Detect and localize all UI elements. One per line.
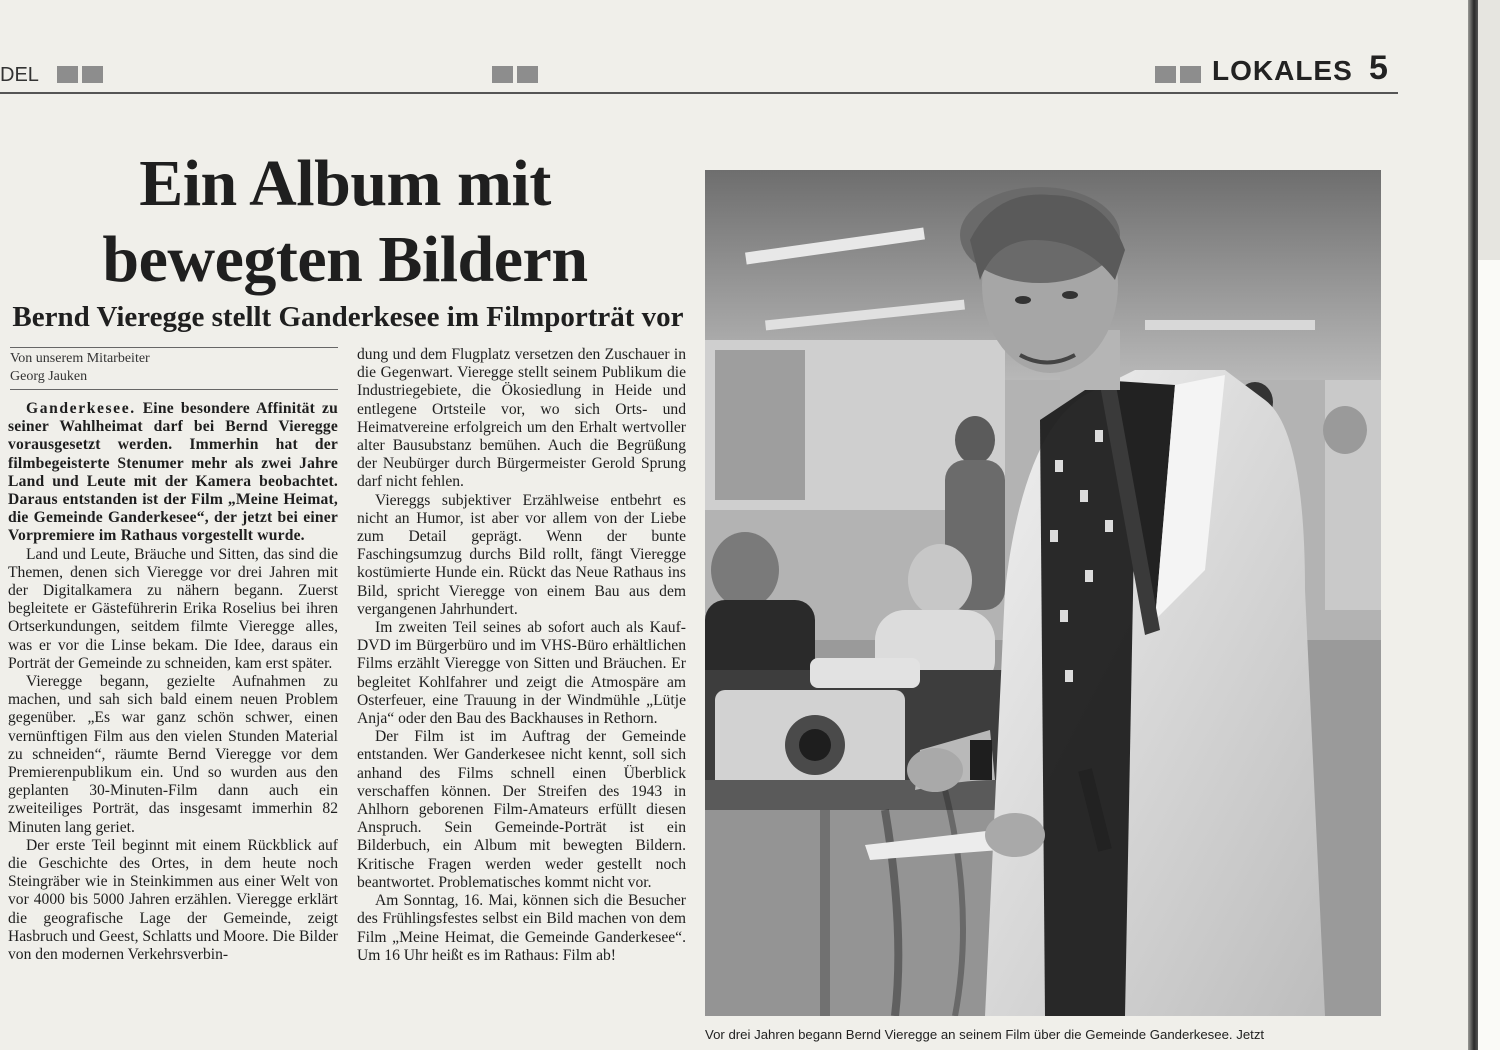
text-column-2: [357, 346, 686, 965]
paragraph: Der Film ist im Auftrag der Gemeinde entstanden. Wer Ganderkesee nicht kennt, soll sich anhand des Films schnell einen Überblick verschaffen können. Der Streifen des 1943 in Ahlhorn geborenen Film-Amateurs erfüllt diesen Anspruch. Sein Gemeinde-Porträt ist ein Bilderbuch, ein Album mit bewegten Bildern. Kritische Fragen werden weder gestellt noch beantwortet. Problematisches kommt nicht vor.: [357, 728, 686, 891]
paragraph: Im zweiten Teil seines ab sofort auch als Kauf-DVD im Bürgerbüro und im VHS-Büro erhältlichen Films erzählt Vieregge von Sitten und Bräuchen. Er begleitet Kohlfahrer und zeigt die Atmospäre am Osterfeuer, eine Trauung in der Windmühle „Lütje Anja“ oder den Bau des Backhauses in Rethorn.: [357, 619, 686, 728]
header-ornament-left: [57, 66, 103, 83]
text-column-1: [8, 400, 338, 964]
byline-rule-bottom: [10, 389, 338, 390]
lead-text: Eine besondere Affinität zu seiner Wahlheimat darf bei Bernd Vieregge vorausgesetzt werden. Immerhin hat der filmbegeisterte Stenumer mehr als zwei Jahre Land und Leute mit der Kamera beobachtet. Daraus entstanden ist der Film „Meine Heimat, die Gemeinde Ganderkesee“, der jetzt bei einer Vorpremiere im Rathaus vorgestellt wurde.: [8, 400, 338, 545]
lead-paragraph: [8, 400, 338, 546]
adjacent-page-top: [1478, 0, 1500, 260]
photo-illustration: [705, 170, 1381, 1016]
photo-caption: Vor drei Jahren begann Bernd Vieregge an seinem Film über die Gemeinde Ganderkesee. Jetzt: [705, 1027, 1265, 1042]
paragraph: Am Sonntag, 16. Mai, können sich die Besucher des Frühlingsfestes selbst ein Bild machen von dem Film „Meine Heimat, die Gemeinde Ganderkesee“. Um 16 Uhr heißt es im Rathaus: Film ab!: [357, 892, 686, 964]
paragraph: Viereggs subjektiver Erzählweise entbehrt es nicht an Humor, ist aber vor allem von der Liebe zum Detail geprägt. Wenn der bunte Faschingsumzug durchs Bild rollt, fängt Vieregge kostümierte Hunde ein. Rückt das Neue Rathaus ins Bild, spricht Vieregge von einem Bau aus dem vergangenen Jahrhundert.: [357, 491, 686, 618]
byline-rule-top: [10, 347, 338, 348]
byline-line-1: Von unserem Mitarbeiter: [10, 351, 150, 366]
paragraph: Der erste Teil beginnt mit einem Rückblick auf die Geschichte des Ortes, in dem heute noch Steingräber wie in Steinkimmen aus einer Welt von vor 4000 bis 5000 Jahren erzählen. Vieregge erklärt die geografische Lage der Gemeinde, zeigt Hasbruch und Geest, Schlatts und Moore. Die Bilder von den modernen Verkehrsverbin-: [8, 836, 338, 964]
byline-author: Georg Jauken: [10, 369, 88, 384]
paragraph: Vieregge begann, gezielte Aufnahmen zu machen, und sah sich bald einem neuen Problem gegenüber. „Es war ganz schön schwer, einen vernünftigen Film aus den vielen Stunden Material zu schneiden“, räumte Bernd Vieregge vor dem Premierenpublikum ein. Und so wurden aus den geplanten 30-Minuten-Film dann auch ein zweiteiliges Porträt, das insgesamt immerhin 82 Minuten lang geriet.: [8, 673, 338, 836]
page-fold: [1468, 0, 1478, 1050]
headline-line-1: Ein Album mit: [139, 147, 551, 220]
adjacent-page: [1478, 260, 1500, 1050]
header-left-fragment: DEL: [0, 64, 39, 86]
article-photo: [705, 170, 1381, 1016]
section-title: LOKALES: [1212, 55, 1353, 86]
article-subheadline: Bernd Vieregge stellt Ganderkesee im Filmporträt vor: [12, 301, 684, 333]
article-headline: [0, 146, 690, 298]
paragraph: Land und Leute, Bräuche und Sitten, das sind die Themen, denen sich Vieregge vor drei Jahren mit der Digitalkamera zu nähern begann. Zuerst begleitete er Gästeführerin Erika Roselius bei ihren Ortserkundungen, seitdem filmte Vieregge alles, was er vor die Linse bekam. Die Idee, daraus ein Porträt der Gemeinde zu schneiden, kam erst später.: [8, 545, 338, 672]
header-ornament-right: [1155, 66, 1201, 83]
paragraph: dung und dem Flugplatz versetzen den Zuschauer in die Gegenwart. Vieregge stellt seinem Publikum die Industriegebiete, die Ökosiedlung in Heide und entlegene Ortsteile vor, wo sich Orts- und Heimatvereine erfolgreich um den Erhalt wertvoller alter Bausubstanz bemühen. Auch die Begrüßung der Neubürger durch Bürgermeister Gerold Sprung darf nicht fehlen.: [357, 346, 686, 491]
headline-line-2: bewegten Bildern: [102, 223, 588, 296]
page-number: 5: [1369, 49, 1388, 87]
dateline: Ganderkesee.: [26, 400, 136, 417]
header-ornament-center: [492, 66, 538, 83]
header-rule: [0, 92, 1398, 94]
byline: [10, 350, 338, 386]
